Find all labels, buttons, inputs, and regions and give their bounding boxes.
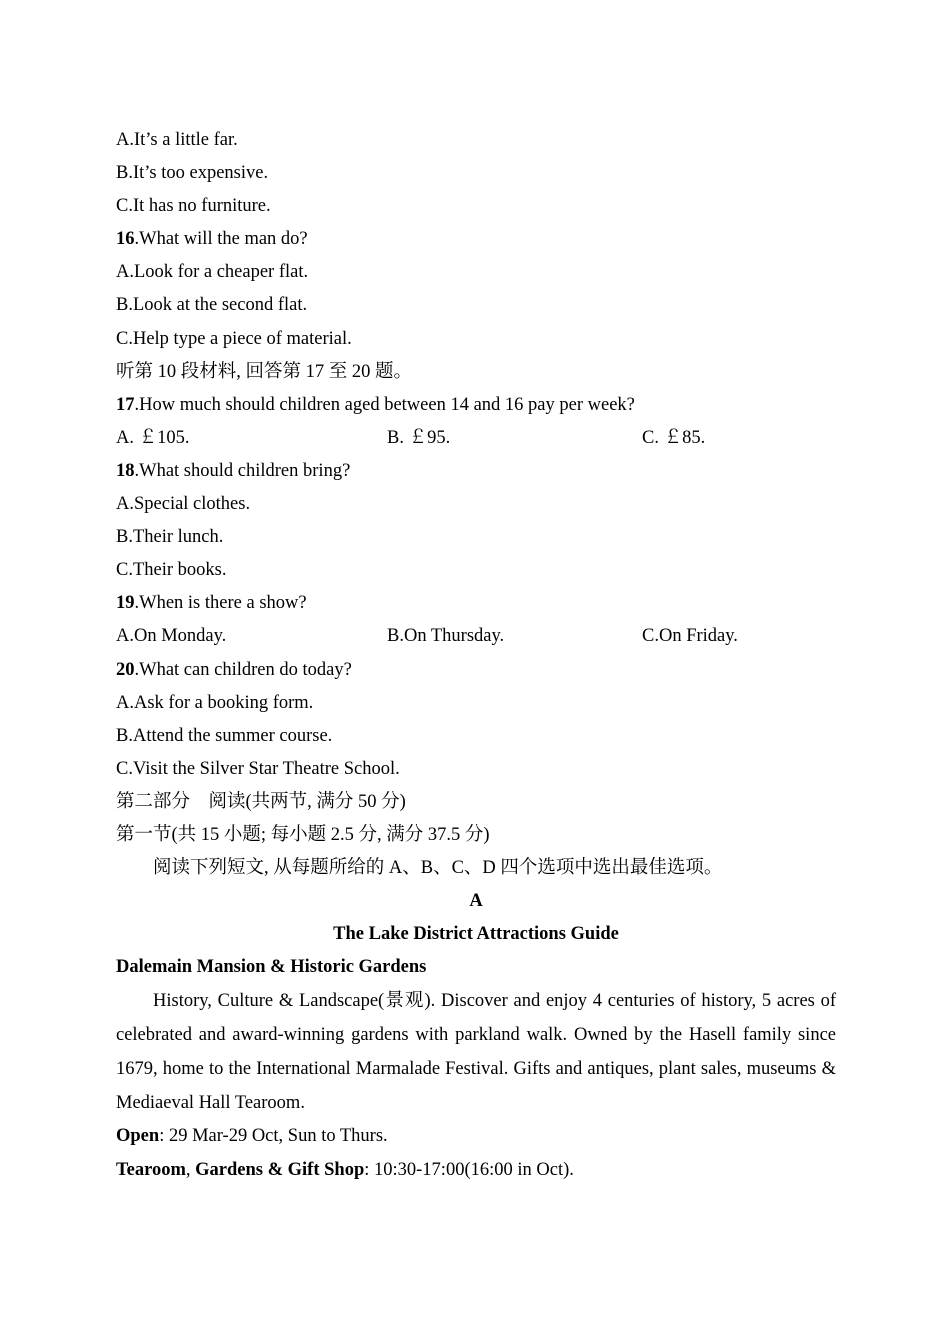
q19-option-c: C.On Friday. bbox=[642, 626, 738, 647]
open-value: : 29 Mar-29 Oct, Sun to Thurs. bbox=[159, 1126, 388, 1147]
q18-option-b: B.Their lunch. bbox=[116, 527, 224, 548]
q16-text: .What will the man do? bbox=[134, 229, 308, 250]
opening-info bbox=[116, 1120, 836, 1153]
q17-option-a: A. ￡105. bbox=[116, 427, 190, 448]
q18-option-c: C.Their books. bbox=[116, 560, 227, 581]
q17-number: 17 bbox=[116, 394, 135, 415]
q17-stem bbox=[116, 389, 836, 422]
part-2-heading: 第二部分 阅读(共两节, 满分 50 分) bbox=[116, 791, 406, 812]
q20-stem bbox=[116, 654, 836, 687]
q15-option-b: B.It’s too expensive. bbox=[116, 163, 269, 184]
gardens-shop-label: Gardens & Gift Shop bbox=[195, 1159, 365, 1180]
q16-option-c: C.Help type a piece of material. bbox=[116, 328, 352, 349]
q20-text: .What can children do today? bbox=[134, 659, 352, 680]
passage-letter: A bbox=[469, 891, 483, 912]
attraction-name: Dalemain Mansion & Historic Gardens bbox=[116, 957, 427, 978]
q15-option-a: A.It’s a little far. bbox=[116, 130, 238, 150]
tearoom-info bbox=[116, 1154, 836, 1187]
q16-option-b: B.Look at the second flat. bbox=[116, 295, 308, 316]
section-1-heading: 第一节(共 15 小题; 每小题 2.5 分, 满分 37.5 分) bbox=[116, 824, 490, 845]
q17-text: .How much should children aged between 14 and 16 pay per week? bbox=[134, 394, 635, 415]
q19-number: 19 bbox=[116, 593, 135, 614]
q19-options bbox=[116, 620, 836, 653]
q16-number: 16 bbox=[116, 229, 135, 250]
q15-option-c: C.It has no furniture. bbox=[116, 196, 271, 217]
q18-stem bbox=[116, 455, 836, 488]
exam-page bbox=[116, 124, 836, 1187]
section-10-instruction: 听第 10 段材料, 回答第 17 至 20 题。 bbox=[116, 361, 413, 382]
q20-option-b: B.Attend the summer course. bbox=[116, 725, 333, 746]
q19-option-a: A.On Monday. bbox=[116, 626, 227, 647]
reading-instruction: 阅读下列短文, 从每题所给的 A、B、C、D 四个选项中选出最佳选项。 bbox=[153, 858, 723, 879]
q16-option-a: A.Look for a cheaper flat. bbox=[116, 262, 309, 283]
q20-option-c: C.Visit the Silver Star Theatre School. bbox=[116, 758, 400, 779]
tearoom-hours: : 10:30-17:00(16:00 in Oct). bbox=[364, 1159, 574, 1180]
attraction-description: History, Culture & Landscape(景观). Discover and enjoy 4 centuries of history, 5 acres of celebrated and award-winning gardens with parkland walk. Owned by the Hasell family since 1679, home to the International Marmalade Festival. Gifts and antiques, plant sales, museums & Mediaeval Hall Tearoom. bbox=[116, 991, 836, 1114]
q20-number: 20 bbox=[116, 659, 135, 680]
q19-stem bbox=[116, 587, 836, 620]
q20-option-a: A.Ask for a booking form. bbox=[116, 692, 314, 713]
open-label: Open bbox=[116, 1126, 160, 1147]
q18-number: 18 bbox=[116, 460, 135, 481]
q17-option-b: B. ￡95. bbox=[387, 427, 451, 448]
q17-option-c: C. ￡85. bbox=[642, 427, 706, 448]
tearoom-separator: , bbox=[185, 1159, 196, 1180]
q19-text: .When is there a show? bbox=[134, 593, 307, 614]
passage-title: The Lake District Attractions Guide bbox=[333, 924, 619, 945]
q19-option-b: B.On Thursday. bbox=[387, 626, 505, 647]
tearoom-label: Tearoom bbox=[116, 1159, 186, 1180]
q18-text: .What should children bring? bbox=[134, 460, 351, 481]
q16-stem bbox=[116, 223, 836, 256]
q18-option-a: A.Special clothes. bbox=[116, 494, 251, 515]
q17-options bbox=[116, 422, 836, 455]
